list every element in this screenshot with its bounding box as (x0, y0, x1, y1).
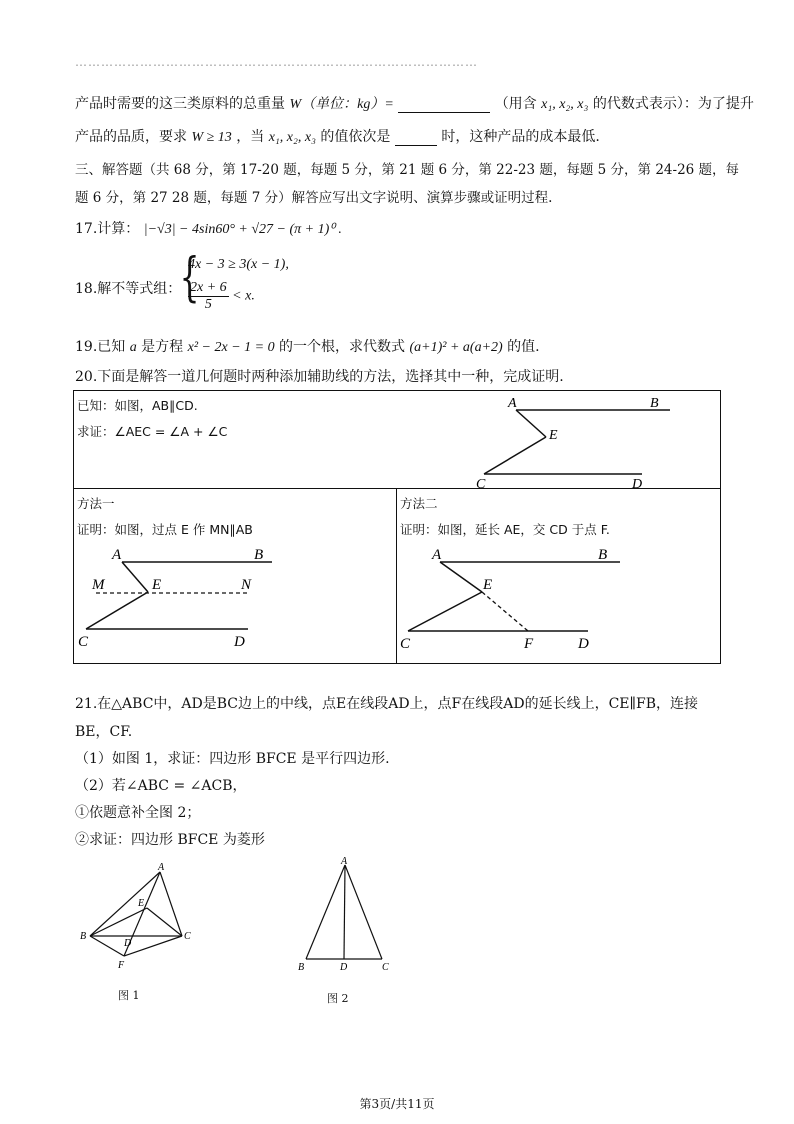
q17 (75, 218, 342, 238)
q18-rest: < x. (232, 288, 255, 304)
q17-label: 17.计算： (75, 221, 140, 237)
label-d: D (234, 634, 245, 650)
q16-blank-2[interactable] (395, 131, 437, 146)
label-a: A (112, 547, 122, 563)
q19-text: 的一个根，求代数式 (279, 339, 406, 355)
q20-intro: 20.下面是解答一道几何题时两种添加辅助线的方法，选择其中一种，完成证明. (75, 369, 564, 385)
section3-line2: 题 6 分，第 27 28 题，每题 7 分）解答应写出文字说明、演算步骤或证明过程. (75, 190, 553, 206)
method2-title: 方法二 (400, 496, 438, 511)
q16-vars: x₁, x₂, x₃ (541, 97, 589, 112)
q16-text: 产品的品质，要求 (75, 129, 187, 145)
label-m: M (92, 577, 105, 593)
label-d: D (340, 962, 348, 973)
label-a: A (158, 862, 165, 873)
q19-text: 19.已知 (75, 339, 126, 355)
label-f: F (524, 636, 534, 652)
page-footer: 第3页/共11页 (359, 1097, 435, 1111)
side-ac (345, 865, 382, 959)
q19-text: 的值. (507, 339, 540, 355)
segment-cf (124, 936, 182, 956)
line-ae (516, 410, 546, 437)
q16-blank-1[interactable] (398, 98, 490, 113)
q19-text: 是方程 (141, 339, 184, 355)
q21-line2: BE，CF. (75, 724, 133, 740)
label-a: A (341, 856, 348, 867)
line-ec (86, 592, 148, 629)
method2-text: 证明：如图，延长 AE，交 CD 于点 F. (400, 522, 610, 537)
side-ab (90, 872, 160, 936)
line-ef (482, 592, 528, 631)
label-e: E (152, 577, 162, 593)
line-ec (408, 592, 482, 631)
q18-denominator: 5 (204, 297, 212, 312)
q20-divider-v (396, 488, 397, 663)
label-c: C (184, 931, 191, 942)
q21-part2: （2）若∠ABC = ∠ACB， (75, 778, 247, 794)
method1-text: 证明：如图，过点 E 作 MN∥AB (77, 522, 253, 537)
q16-line1 (75, 93, 754, 113)
q21-sub1: ①依题意补全图 2； (75, 805, 201, 821)
method2-figure (398, 542, 713, 654)
label-d: D (124, 938, 132, 949)
label-b: B (598, 547, 608, 563)
median-ad (344, 865, 345, 959)
label-c: C (78, 634, 89, 650)
q16-text: 产品时需要的这三类原料的总重量 (75, 96, 285, 112)
line-ae (122, 562, 148, 592)
label-d: D (632, 477, 643, 488)
fig1-caption: 图 1 (118, 989, 140, 1002)
q16-w-expr: W（单位：kg）= (289, 97, 394, 112)
label-e: E (138, 898, 145, 909)
q19-equation: x² − 2x − 1 = 0 (187, 340, 275, 355)
label-e: E (483, 577, 493, 593)
line-ae (440, 562, 482, 592)
q16-text: 的值依次是 (320, 129, 391, 145)
fig2-caption: 图 2 (327, 992, 349, 1005)
label-c: C (382, 962, 389, 973)
label-d: D (578, 636, 589, 652)
label-n: N (241, 577, 252, 593)
line-ec (484, 437, 546, 474)
section3-line1: 三、解答题（共 68 分，第 17-20 题，每题 5 分，第 21 题 6 分，第 22-23 题，每题 5 分，第 24-26 题，每 (75, 162, 740, 178)
q20-prove: 求证：∠AEC = ∠A + ∠C (77, 424, 228, 439)
q16-text: 时，这种产品的成本最低. (441, 129, 600, 145)
side-ab (306, 865, 345, 959)
side-ac (160, 872, 182, 936)
q21-figure-2 (292, 855, 402, 975)
q16-text: （用含 (494, 96, 537, 112)
label-c: C (400, 636, 411, 652)
q21-sub2: ②求证：四边形 BFCE 为菱形 (75, 832, 265, 848)
q18-inequality-1: 4x − 3 ≥ 3(x − 1), (188, 257, 289, 272)
q20-given: 已知：如图，AB∥CD. (77, 398, 198, 413)
method1-title: 方法一 (77, 496, 115, 511)
label-b: B (80, 931, 87, 942)
q16-line2 (75, 126, 600, 146)
cropped-top-line: ⋯⋯⋯⋯⋯⋯⋯⋯⋯⋯⋯⋯⋯⋯⋯⋯⋯⋯⋯⋯⋯⋯⋯⋯⋯⋯⋯⋯⋯⋯⋯ (75, 58, 478, 70)
label-e: E (549, 428, 558, 443)
label-f: F (118, 960, 125, 971)
segment-bf (90, 936, 124, 956)
q19-expression: (a+1)² + a(a+2) (409, 340, 503, 355)
q21-line1: 21.在△ABC中，AD是BC边上的中线，点E在线段AD上，点F在线段AD的延长线上，CE∥FB，连接 (75, 696, 698, 712)
label-b: B (650, 396, 659, 411)
q21-figure-1 (76, 860, 206, 972)
q18-brace-icon: { (179, 248, 200, 308)
label-c: C (476, 477, 486, 488)
q16-vars: x₁, x₂, x₃ (268, 130, 316, 145)
q16-condition: W ≥ 13 (191, 130, 232, 145)
q20-main-figure (470, 392, 710, 488)
q18-label: 18.解不等式组： (75, 281, 182, 297)
q21-part1: （1）如图 1，求证：四边形 BFCE 是平行四边形. (75, 751, 390, 767)
q19-var: a (129, 340, 137, 355)
label-a: A (432, 547, 442, 563)
method1-figure (76, 542, 376, 654)
q16-text: 的代数式表示）：为了提升 (592, 96, 754, 112)
q16-text: ，当 (236, 129, 265, 145)
label-a: A (508, 396, 517, 411)
q18-inequality-2 (188, 280, 255, 313)
q18-numerator: 2x + 6 (190, 280, 227, 295)
label-b: B (254, 547, 264, 563)
q17-expression: |−√3| − 4sin60° + √27 − (π + 1)⁰ . (143, 222, 342, 237)
label-b: B (298, 962, 305, 973)
q19 (75, 336, 540, 356)
